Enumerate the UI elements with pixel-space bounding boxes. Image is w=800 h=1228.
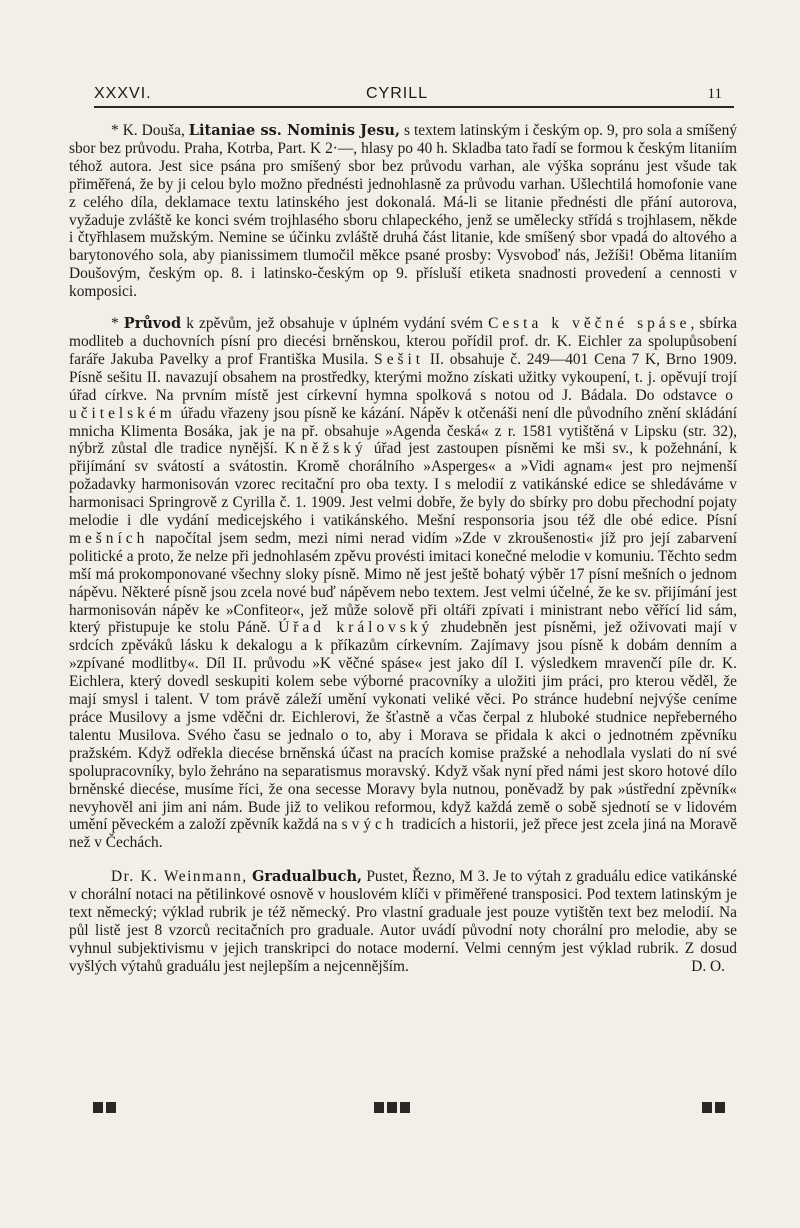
ornament-center: [374, 1102, 410, 1113]
review-text: tradicích a historii, jež přece jest zcela jiná na Moravě než v Čechách.: [69, 816, 737, 852]
review-author: Dr. K. Weinmann,: [111, 868, 248, 886]
review-text: úřadu vřazeny jsou písně ke kázání. Nápěv k otčenáši není dle původního znění skládání mnicha Klimenta Bosáka, jak je na př. obsahuje »Agenda česká« z r. 1581 vytištěná v Lipsku (str. 32), nýbrž zůstal dle tradice nynější.: [69, 404, 737, 458]
review-text: s textem latinským i českým op. 9, pro sola a smíšený sbor bez průvodu. Praha, Kotrba, Part. K 2·—, hlasy po 40 h. Skladba tato řadí se formou k českým litaniím téhož autora. Jest sice psána pro smíšený sbor bez průvodu varhan, ale výška sopránu jest všude tak přiměřená, že by ji celou bylo možno přednésti jednohlasně za průvodu varhan. Ušlechtilá homofonie vane z celého díla, deklamace textu latinského jest dokonalá. Má-li se litanie přednésti dle přání autorova, vyžaduje zvláště ke konci svém trojhlasého sboru chlapeckého, jenž se umělecky střídá s trojhlasem, někde i čtyřhlasem mužským. Nemine se účinku zvláště druhá část litanie, kde smíšený sbor vpadá do altového a barytonového sola, aby pianissimem tlumočil měkce psané prosby: Vysvoboď nás, Ježíši! Oběma litaniím Doušovým, českým op. 8. i latinsko-českým op 9. přísluší etiketa snadnosti provedení a cennosti v komposici.: [69, 122, 738, 301]
asterisk-marker: *: [111, 315, 124, 333]
review-title: Průvod: [123, 315, 182, 333]
spaced-term: o učitelském: [69, 386, 737, 422]
article-body: [69, 122, 737, 976]
page-number: 11: [707, 86, 722, 102]
ornament-left: [93, 1102, 116, 1113]
review-gradualbuch: [69, 868, 737, 975]
spaced-term: mešních: [69, 529, 149, 547]
review-pruvod: [69, 315, 737, 852]
spaced-term: Úřad královský: [278, 619, 434, 637]
review-litaniae: [69, 122, 737, 301]
review-text: zhudebněn jest písněmi, jež oživovati mají v srdcích zpěváků lásku k dekalogu a k příkazům církevním. Zajímavy jsou písně k dobám denním a »zpívané modlitby«. Díl II. průvodu »K věčné spáse« jest jako díl I. výsledkem mravenčí píle dr. K. Eichlera, který dovedl seskupiti kolem sebe výborné pracovníky a uložiti jim práci, pro kterou věděl, že mají smysl i talent. V tom právě záleží umění vykonati veliké věci. Po stránce hudební nejvýše ceníme práce Musilovy a jsme vděčni dr. Eichlerovi, že šťastně a včas čerpal z hluboké studnice nepřeberného talentu Musilova. Svého času se jednalo o to, aby i Morava se přidala k akci o jednotném zpěvníku pražském. Když odřekla diecése brněnská účast na pracích komise pražské a nehodlala vyslati do ní své spolupracovníky, bylo žehráno na separatismus moravský. Když však nyní před námi jest skoro hotové dílo brněnské diecése, musíme říci, že ona secesse Moravy byla nutnou, poněvadž by pak »ústřední zpěvník« nevyhověl ani jim ani nám. Bude již to velikou reformou, když každá země o sobě sjednotí se v lidovém umění pěveckém a založí zpěvník každá na: [69, 619, 737, 834]
review-title: Gradualbuch,: [251, 868, 363, 886]
review-text: úřad jest zastoupen písněmi ke mši sv., k požehnání, k přijímání sv svátostí a svátostin. Kromě chorálního »Asperges« a »Vidi agnam« jest pro nejmenší požadavky harmonisován vzorec recitační pro oba texty. I s melodií z vatikánské edice se shledáváme v harmonisaci Springrově z Cyrilla č. 1. 1909. Jest velmi dobře, že byly do sbírky pro dobu přechodní pojaty melodie i dle vydání medicejského i vatikánského. Mešní responsoria jsou též dle obé edice. Písní: [69, 440, 737, 530]
ornament-right: [702, 1102, 725, 1113]
asterisk-marker: *: [111, 122, 123, 139]
volume-number: XXXVI.: [94, 85, 152, 102]
review-author: K. Douša,: [122, 122, 185, 139]
spaced-term: Sešit: [374, 350, 425, 368]
review-text: k zpěvům, jež obsahuje v úplném vydání svém: [181, 315, 489, 333]
reviewer-signature: D. O.: [691, 957, 725, 975]
review-text: II. obsahuje č. 249—401 Cena 7 K, Brno 1909. Písně sešitu II. navazují obsahem na prostředky, kterými možno získati užitky vykoupení, t. j. opěvují trojí úřad církve. Na prvním místě jest církevní hymna spolková s notou od J. Bádala. Do odstavce: [69, 350, 737, 404]
review-text: Pustet, Řezno, M 3. Je to výtah z graduálu edice vatikánské v chorální notaci na pětilinkové osnově v houslovém klíči v přiměřené transposici. Pod textem latinským je text německý; výklad rubrik je též německý. Pro vlastní graduale jest pouze vytištěn text bez melodií. Na půl listě jest 8 vzorců recitačních pro graduale. Autor uvádí původní noty chorální pro melodie, aby se vyhnul subjektivismu v jejich transkripci do notace moderní. Velmi cenným jest výklad rubrik. Z dosud vyšlých výtahů graduálu jest nejlepším a nejcennějším.: [69, 868, 737, 975]
review-text: , sbírka modliteb a duchovních písní pro diecési brněnskou, kterou pořídil prof. dr. K. Eichler za spolupůsobení faráře Jakuba Pavelky a prof Františka Musila.: [69, 315, 738, 368]
spaced-term: svých: [341, 816, 398, 834]
running-header: [94, 80, 734, 108]
review-title: Litaniae ss. Nominis Jesu,: [188, 122, 401, 139]
spaced-term: Kněžský: [284, 440, 367, 458]
spaced-term: Cesta k věčné spáse: [488, 315, 691, 333]
review-text: napočítal jsem sedm, mezi nimi nerad vidím »Zde v zkroušenosti« jíž pro její zabarvení politické a proto, že nelze při jednohlasém zpěvu provésti imitaci konečné melodie v komuniu. Těchto sedm mší má prokomponované všechny sloky písně. Mimo ně jest ještě bohatý výběr 17 písní mešních o jednom nápěvu. Některé písně jsou zcela nové buď nápěvem nebo textem. Jest velmi účelné, že ke sv. přijímání jest harmonisován nápěv ke »Confiteor«, jež může solově při oltáři zpívati i ministrant nebo věřící lid sám, který přistupuje ke stolu Páně.: [69, 529, 737, 637]
journal-title: CYRILL: [366, 85, 429, 102]
